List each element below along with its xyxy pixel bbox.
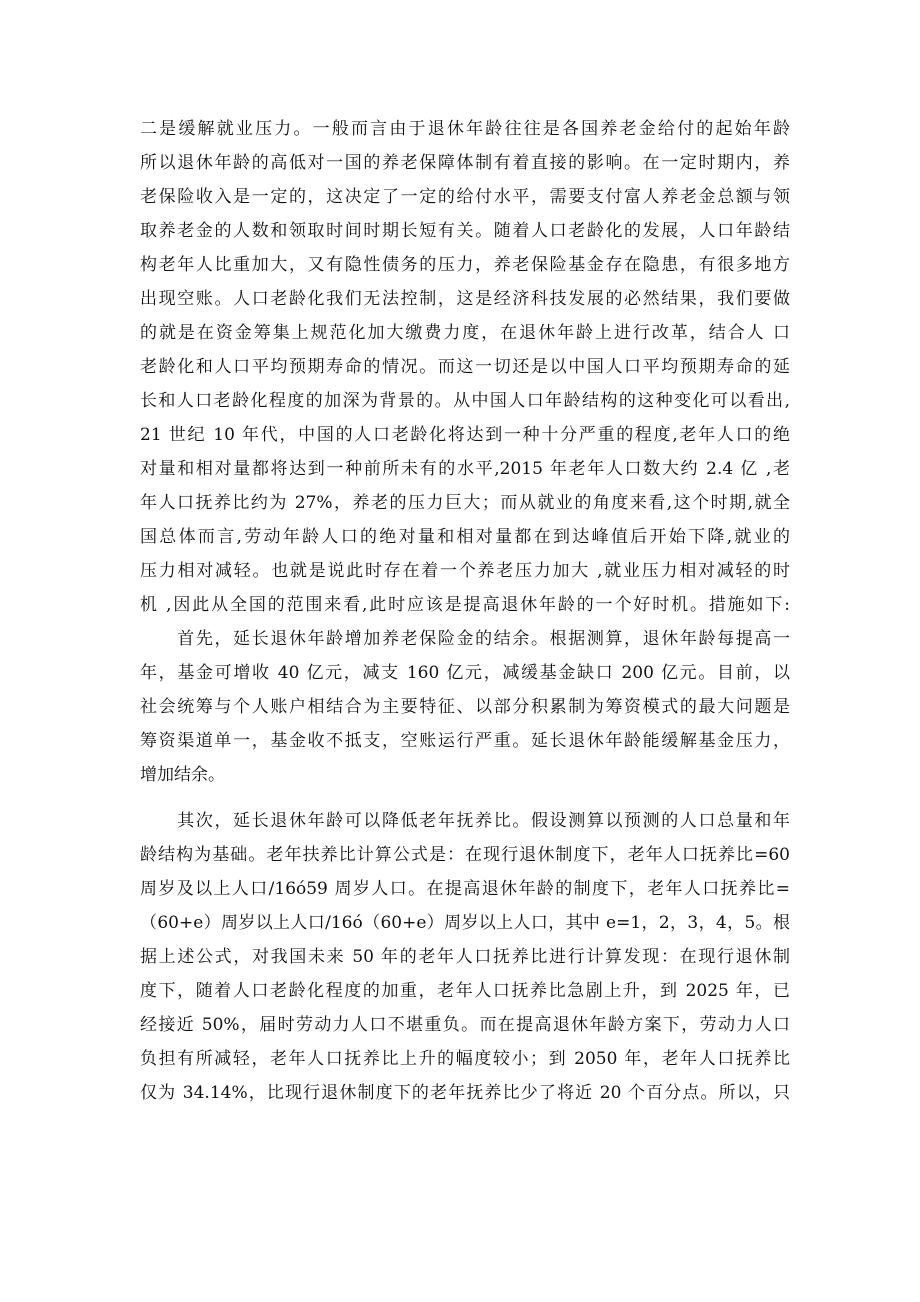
text-line: 21 世纪 10 年代，中国的人口老龄化将达到一种十分严重的程度,老年人口的绝 xyxy=(140,425,790,445)
text-line: 压力相对减轻。也就是说此时存在着一个养老压力加大 ,就业压力相对减轻的时 xyxy=(140,561,790,581)
text-line: 长和人口老龄化程度的加深为背景的。从中国人口年龄结构的这种变化可以看出, xyxy=(140,391,790,411)
text-line: 增加结余。 xyxy=(140,765,225,785)
text-line: 二是缓解就业压力。一般而言由于退休年龄往往是各国养老金给付的起始年龄 xyxy=(140,119,790,139)
text-line: 对量和相对量都将达到一种前所未有的水平,2015 年老年人口数大约 2.4 亿 ,老 xyxy=(140,459,790,479)
text-line: 老保险收入是一定的，这决定了一定的给付水平，需要支付富人养老金总额与领 xyxy=(140,187,790,207)
text-line: 其次，延长退休年龄可以降低老年抚养比。假设测算以预测的人口总量和年 xyxy=(140,811,790,831)
text-line: （60+e）周岁以上人口/16ó（60+e）周岁以上人口，其中 e=1，2，3，4，5。根 xyxy=(140,913,790,933)
text-line: 的就是在资金筹集上规范化加大缴费力度，在退休年龄上进行改革，结合人 口 xyxy=(140,323,790,343)
text-line: 年人口抚养比约为 27%，养老的压力巨大；而从就业的角度来看,这个时期,就全 xyxy=(140,493,790,513)
text-line: 度下，随着人口老龄化程度的加重，老年人口抚养比急剧上升，到 2025 年，已 xyxy=(140,981,790,1001)
text-line: 负担有所减轻，老年人口抚养比上升的幅度较小；到 2050 年，老年人口抚养比 xyxy=(140,1049,790,1069)
text-line: 首先，延长退休年龄增加养老保险金的结余。根据测算，退休年龄每提高一 xyxy=(140,629,790,649)
text-line: 出现空账。人口老龄化我们无法控制，这是经济科技发展的必然结果，我们要做 xyxy=(140,289,790,309)
text-line: 龄结构为基础。老年扶养比计算公式是：在现行退休制度下，老年人口抚养比=60 xyxy=(140,845,790,865)
text-line: 筹资渠道单一，基金收不抵支，空账运行严重。延长退休年龄能缓解基金压力， xyxy=(140,731,790,751)
text-line: 周岁及以上人口/16ó59 周岁人口。在提高退休年龄的制度下，老年人口抚养比= xyxy=(140,879,790,899)
text-line: 老龄化和人口平均预期寿命的情况。而这一切还是以中国人口平均预期寿命的延 xyxy=(140,357,790,377)
text-line: 国总体而言,劳动年龄人口的绝对量和相对量都在到达峰值后开始下降,就业的 xyxy=(140,527,790,547)
text-line: 机 ,因此从全国的范围来看,此时应该是提高退休年龄的一个好时机。措施如下: xyxy=(140,595,790,615)
text-line: 取养老金的人数和领取时间时期长短有关。随着人口老龄化的发展，人口年龄结 xyxy=(140,221,790,241)
text-line: 社会统筹与个人账户相结合为主要特征、以部分积累制为筹资模式的最大问题是 xyxy=(140,697,790,717)
text-line: 据上述公式，对我国未来 50 年的老年人口抚养比进行计算发现：在现行退休制 xyxy=(140,947,790,967)
text-line: 年，基金可增收 40 亿元，减支 160 亿元，减缓基金缺口 200 亿元。目前，以 xyxy=(140,663,790,683)
text-line: 所以退休年龄的高低对一国的养老保障体制有着直接的影响。在一定时期内，养 xyxy=(140,153,790,173)
text-line: 构老年人比重加大，又有隐性债务的压力，养老保险基金存在隐患，有很多地方 xyxy=(140,255,790,275)
text-line: 仅为 34.14%，比现行退休制度下的老年抚养比少了将近 20 个百分点。所以，只 xyxy=(140,1083,790,1103)
text-line: 经接近 50%，届时劳动力人口不堪重负。而在提高退休年龄方案下，劳动力人口 xyxy=(140,1015,790,1035)
